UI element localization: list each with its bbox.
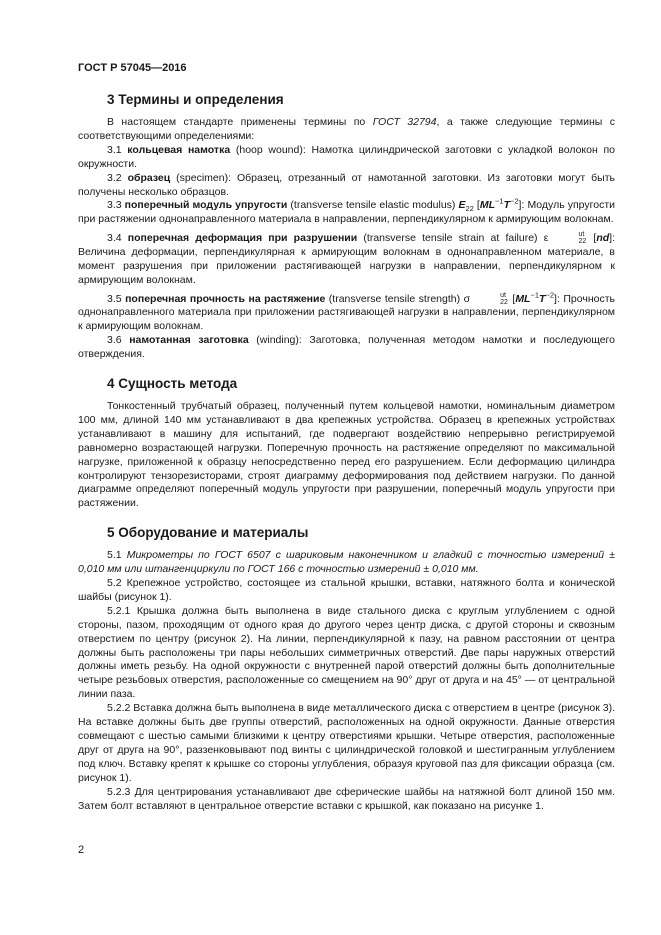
section-5-title: 5 Оборудование и материалы: [107, 525, 309, 541]
document-body: [78, 92, 615, 813]
term-3-4: 3.4 поперечная деформация при разрушении (transverse tensile strain at failure) ε ut 22 [nd]: Величина деформации, перпендикулярная к армирующим волокнам в однонаправленном материале, в момент разрушения при приложении растягивающей нагрузки в направлении, перпендикулярном к армирующим волокнам.: [78, 231, 616, 286]
term-name: поперечная прочность на растяжение: [125, 292, 326, 305]
paragraph-5-1: 5.1 Микрометры по ГОСТ 6507 с шариковым наконечником и гладкий с точностью измерений ± 0,010 мм или штангенциркули по ГОСТ 166 с точностью измерений ± 0,010 мм.: [78, 549, 615, 576]
paragraph-5-2-2: 5.2.2 Вставка должна быть выполнена в виде металлического диска с отверстием в центре (рисунок 3). На вставке должны быть две группы отверстий, расположенных на одной окружности. Данные отверстия совмещают с шестью самыми близкими к центру отверстиями крышки. Четыре отверстия, расположенные друг от друга на 90°, раззенковывают под винты с цилиндрической головкой и шестигранным углублением под ключ. Вставку крепят к крышке со стороны углубления, образуя круговой паз для фиксации образца (см. рисунок 1).: [78, 702, 615, 784]
section-3-title: 3 Термины и определения: [107, 92, 284, 107]
term-name: поперечная деформация при разрушении: [127, 232, 358, 245]
term-name: намотанная заготовка: [129, 334, 249, 347]
section-4-title: 4 Сущность метода: [107, 375, 238, 391]
page-number: 2: [78, 844, 85, 856]
reference-gost-32794: ГОСТ 32794: [372, 116, 437, 128]
term-3-3: 3.3 поперечный модуль упругости (transverse tensile elastic modulus) $E_{22}$ $[ML^{-1}T^{-2}]$: Модуль упругости при растяжении однонаправленного материала в направлении, перпендикулярном к армирующим волокнам.: [78, 196, 615, 226]
term-name: образец: [127, 171, 171, 184]
term-name: кольцевая намотка: [127, 143, 231, 156]
paragraph-5-2: 5.2 Крепежное устройство, состоящее из стальной крышки, вставки, натяжного болта и конической шайбы (рисунок 1).: [78, 577, 615, 603]
document-header: ГОСТ Р 57045—2016: [78, 62, 187, 74]
paragraph-5-2-1: 5.2.1 Крышка должна быть выполнена в виде стального диска с круглым углублением с одной стороны, пазом, проходящим от одного края до другого через центр диска, с другой стороны и сквозным отверстием по центру (рисунок 2). На линии, перпендикулярной к пазу, на равном расстоянии от центра должны быть расположены три пары небольших симметричных отверстий. Две пары наружных отверстий должны иметь резьбу. На одной окружности с внутренней парой отверстий должны быть дополнительные четыре резьбовых отверстия, расположенные со смещением на 90° друг от друга и на 45° — от центральной линии паза.: [78, 604, 615, 701]
paragraph-5-2-3: 5.2.3 Для центрирования устанавливают две сферические шайбы на натяжной болт длиной 150 мм. Затем болт вставляют в центральное отверстие вставки с крышкой, как показано на рисунке 1.: [78, 785, 615, 812]
term-3-6: 3.6 намотанная заготовка (winding): Заготовка, полученная методом намотки и последующего отверждения.: [78, 334, 615, 361]
term-3-5: 3.5 поперечная прочность на растяжение (transverse tensile strength) σ ut 22 $[ML^{-1}T^{-2}]$: Прочность однонаправленного материала при приложении растягивающей нагрузки в направлении, перпендикулярном к армирующим волокнам.: [78, 289, 615, 333]
section-3-intro: В настоящем стандарте применены термины по ГОСТ 32794, а также следующие термины с соответствующими определениями:: [78, 116, 616, 142]
symbol: ε: [543, 232, 549, 245]
term-name: поперечный модуль упругости: [124, 199, 288, 212]
symbol: σ: [463, 292, 471, 305]
term-3-1: 3.1 кольцевая намотка (hoop wound): Намотка цилиндрической заготовки с укладкой волокон по окружности.: [78, 143, 615, 170]
symbol: E: [458, 199, 466, 212]
term-3-2: 3.2 образец (specimen): Образец, отрезанный от намотанной заготовки. Из заготовки могут быть получены несколько образцов.: [78, 171, 616, 198]
section-4-body: Тонкостенный трубчатый образец, полученный путем кольцевой намотки, номинальным диаметром 100 мм, длиной 140 мм устанавливают в два крепежных устройства. Образец в крепежных устройствах устанавливают в машину для испытаний, где подвергают воздействию непрерывно регистрируемой равномерно возрастающей нагрузки. Поперечную прочность на растяжение определяют по максимальной нагрузке, приложенной к образцу непосредственно перед его разрушением. Если деформацию цилиндра контролируют тензорезисторами, строят диаграмму деформирования под действием нагрузки. По данной диаграмме определяют поперечный модуль упругости при разрушении, поперечный модуль упругости при растяжении.: [78, 399, 615, 510]
